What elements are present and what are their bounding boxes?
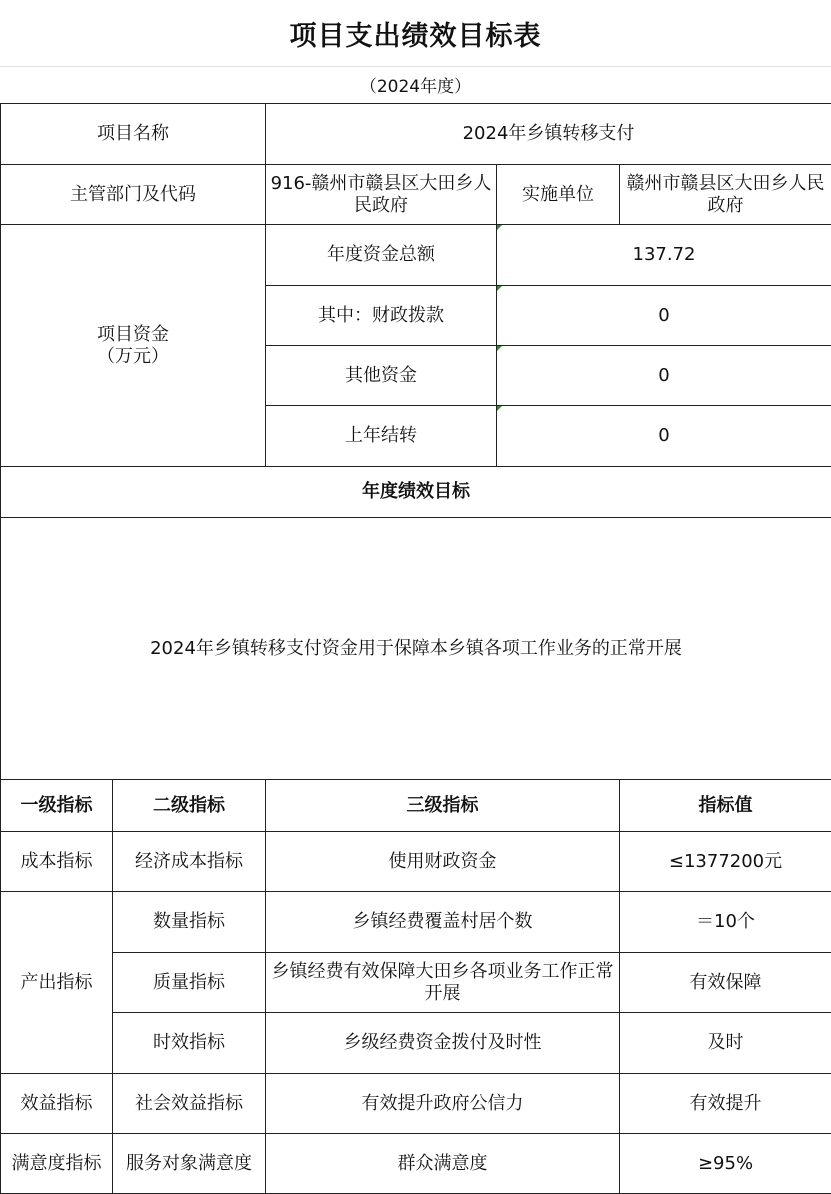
indicator-level2: 数量指标: [113, 892, 266, 953]
indicator-value: 及时: [620, 1013, 831, 1074]
indicator-level3: 乡级经费资金拨付及时性: [266, 1013, 620, 1074]
indicator-level3: 有效提升政府公信力: [266, 1074, 620, 1134]
header-level3: 三级指标: [266, 780, 620, 832]
indicator-row: [1, 1013, 831, 1074]
annual-goal-header-row: [1, 467, 831, 518]
indicator-level1: 产出指标: [1, 892, 113, 1074]
funds-label-line2: （万元）: [97, 345, 169, 367]
indicator-value: ≤1377200元: [620, 832, 831, 892]
dept-value: 916-赣州市赣县区大田乡人民政府: [266, 165, 497, 225]
indicator-level2: 时效指标: [113, 1013, 266, 1074]
indicator-row: [1, 953, 831, 1013]
indicator-row: [1, 832, 831, 892]
fund-label: 其他资金: [266, 346, 497, 406]
indicator-level3: 乡镇经费覆盖村居个数: [266, 892, 620, 953]
indicator-level3: 使用财政资金: [266, 832, 620, 892]
indicator-row: [1, 892, 831, 953]
indicator-row: [1, 1134, 831, 1194]
header-level2: 二级指标: [113, 780, 266, 832]
dept-label: 主管部门及代码: [1, 165, 266, 225]
indicator-level2: 服务对象满意度: [113, 1134, 266, 1194]
annual-goal-row: [1, 518, 831, 780]
performance-table: [0, 103, 831, 1194]
project-name-value: 2024年乡镇转移支付: [266, 104, 831, 165]
header-value: 指标值: [620, 780, 831, 832]
header-level1: 一级指标: [1, 780, 113, 832]
indicator-level1: 成本指标: [1, 832, 113, 892]
indicator-value: 有效提升: [620, 1074, 831, 1134]
project-name-label: 项目名称: [1, 104, 266, 165]
sheet-title: 项目支出绩效目标表: [0, 0, 831, 67]
indicator-value: ＝10个: [620, 892, 831, 953]
indicator-level3: 乡镇经费有效保障大田乡各项业务工作正常开展: [266, 953, 620, 1013]
indicator-level3: 群众满意度: [266, 1134, 620, 1194]
project-name-row: [1, 104, 831, 165]
indicator-value: 有效保障: [620, 953, 831, 1013]
impl-label: 实施单位: [497, 165, 620, 225]
fund-value: 137.72: [497, 225, 831, 286]
indicator-row: [1, 1074, 831, 1134]
impl-value: 赣州市赣县区大田乡人民政府: [620, 165, 831, 225]
fund-value: 0: [497, 346, 831, 406]
fund-value: 0: [497, 286, 831, 346]
indicator-level1: 满意度指标: [1, 1134, 113, 1194]
indicator-level2: 经济成本指标: [113, 832, 266, 892]
fund-label: 年度资金总额: [266, 225, 497, 286]
funds-row: [1, 225, 831, 286]
annual-goal-text: 2024年乡镇转移支付资金用于保障本乡镇各项工作业务的正常开展: [1, 518, 831, 780]
fund-label: 其中：财政拨款: [266, 286, 497, 346]
indicator-value: ≥95%: [620, 1134, 831, 1194]
indicator-level2: 社会效益指标: [113, 1074, 266, 1134]
fund-value: 0: [497, 406, 831, 467]
dept-row: [1, 165, 831, 225]
fund-label: 上年结转: [266, 406, 497, 467]
funds-label: [1, 225, 266, 467]
sheet-year: （2024年度）: [359, 77, 472, 97]
indicator-level1: 效益指标: [1, 1074, 113, 1134]
annual-goal-header: 年度绩效目标: [1, 467, 831, 518]
indicator-header-row: [1, 780, 831, 832]
funds-label-line1: 项目资金: [97, 323, 169, 345]
indicator-level2: 质量指标: [113, 953, 266, 1013]
